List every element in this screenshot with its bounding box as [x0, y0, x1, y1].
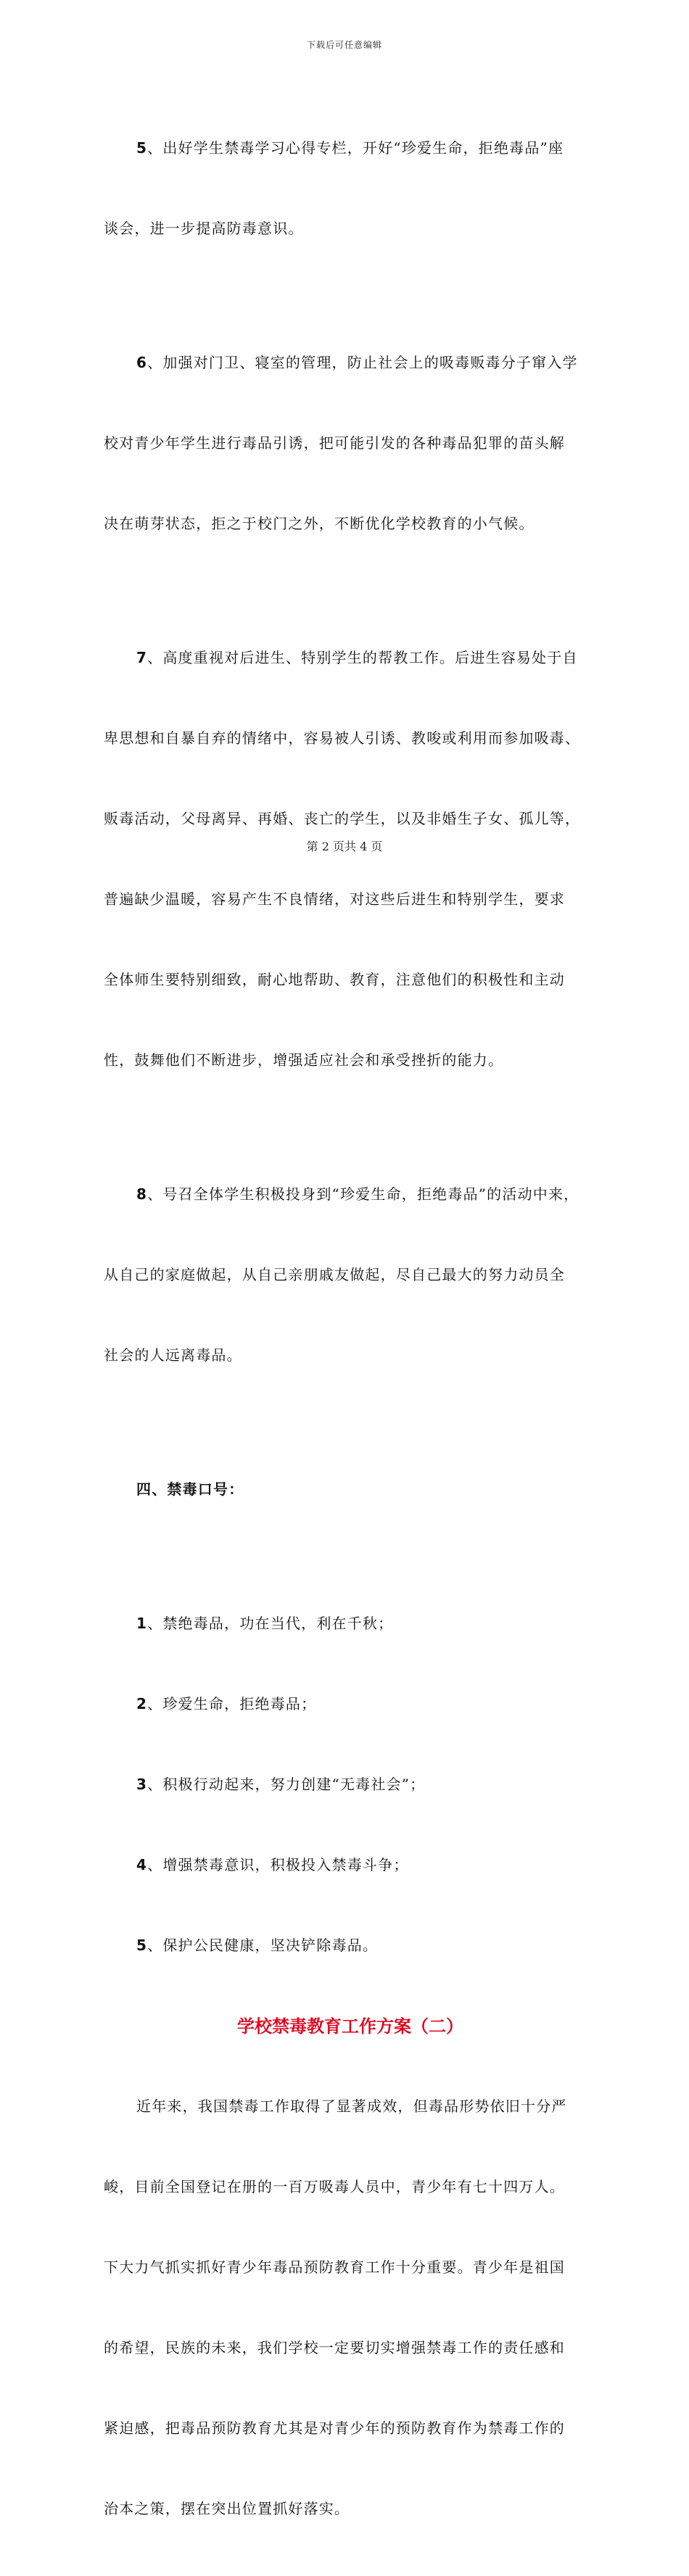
list-item-line: 7、高度重视对后进生、特别学生的帮教工作。后进生容易处于自 — [136, 649, 578, 666]
list-item-line: 决在萌芽状态，拒之于校门之外，不断优化学校教育的小气候。 — [104, 515, 535, 532]
intro-paragraph — [104, 2039, 597, 2576]
list-item-line: 8、号召全体学生积极投身到“珍爱生命，拒绝毒品”的活动中来， — [136, 1185, 579, 1203]
paragraph-line: 紧迫感，把毒品预防教育尤其是对青少年的预防教育作为禁毒工作的 — [104, 2419, 565, 2437]
slogan-number: 1 — [136, 1615, 148, 1632]
list-item-line: 全体师生要特别细致，耐心地帮助、教育，注意他们的积极性和主动 — [104, 971, 565, 988]
list-item-line: 普遍缺少温暖，容易产生不良情绪，对这些后进生和特别学生，要求 — [104, 890, 565, 908]
page-footer: 第 2 页共 4 页 — [306, 840, 383, 853]
item-number: 7 — [136, 649, 148, 666]
document-body — [104, 81, 597, 2576]
list-item-line: 6、加强对门卫、寝室的管理，防止社会上的吸毒贩毒分子窜入学 — [136, 354, 578, 371]
list-item-5 — [104, 81, 597, 296]
item-number: 5 — [136, 139, 148, 157]
paragraph-line: 下大力气抓实抓好青少年毒品预防教育工作十分重要。青少年是祖国 — [104, 2258, 565, 2276]
slogan-item: 2、珍爱生命，拒绝毒品； — [136, 1695, 317, 1712]
page-header: 下载后可任意编辑 — [306, 40, 382, 50]
list-item-line: 贩毒活动，父母离异、再婚、丧亡的学生，以及非婚生子女、孤儿等， — [104, 810, 581, 827]
paragraph-line: 治本之策，摆在突出位置抓好落实。 — [104, 2500, 350, 2517]
paragraph-line: 的希望，民族的未来，我们学校一定要切实增强禁毒工作的责任感和 — [104, 2339, 565, 2356]
list-item-line: 性，鼓舞他们不断进步，增强适应社会和承受挫折的能力。 — [104, 1051, 504, 1069]
list-item-line: 5、出好学生禁毒学习心得专栏，开好“珍爱生命，拒绝毒品”座 — [136, 139, 564, 157]
slogan-number: 2 — [136, 1695, 148, 1712]
list-item-line: 校对青少年学生进行毒品引诱，把可能引发的各种毒品犯罪的苗头解 — [104, 434, 565, 452]
slogan-item: 1、禁绝毒品，功在当代，利在千秋； — [136, 1615, 394, 1632]
list-item-line: 卑思想和自暴自弃的情绪中，容易被人引诱、教唆或利用而参加吸毒、 — [104, 729, 581, 747]
list-item-6 — [104, 296, 597, 591]
list-item-8 — [104, 1127, 597, 1422]
section-heading — [104, 1422, 597, 1557]
slogan-number: 4 — [136, 1856, 148, 1873]
slogan-list — [104, 1557, 597, 2013]
slogan-item: 5、保护公民健康，坚决铲除毒品。 — [136, 1937, 379, 1954]
list-item-line: 谈会，进一步提高防毒意识。 — [104, 220, 304, 237]
item-number: 6 — [136, 354, 148, 371]
item-number: 8 — [136, 1185, 148, 1203]
slogan-item: 4、增强禁毒意识，积极投入禁毒斗争； — [136, 1856, 409, 1873]
list-item-7 — [104, 591, 597, 1127]
list-item-line: 从自己的家庭做起，从自己亲朋戚友做起，尽自己最大的努力动员全 — [104, 1266, 565, 1283]
slogan-item: 3、积极行动起来，努力创建“无毒社会”； — [136, 1776, 426, 1793]
paragraph-line: 峻，目前全国登记在册的一百万吸毒人员中，青少年有七十四万人。 — [104, 2178, 565, 2195]
list-item-line: 社会的人远离毒品。 — [104, 1346, 242, 1364]
section-title: 学校禁毒教育工作方案（二） — [237, 2016, 463, 2037]
slogan-number: 5 — [136, 1937, 148, 1954]
paragraph-line: 近年来，我国禁毒工作取得了显著成效，但毒品形势依旧十分严 — [136, 2097, 567, 2115]
slogan-number: 3 — [136, 1776, 148, 1793]
section-4-heading: 四、禁毒口号： — [136, 1480, 244, 1498]
